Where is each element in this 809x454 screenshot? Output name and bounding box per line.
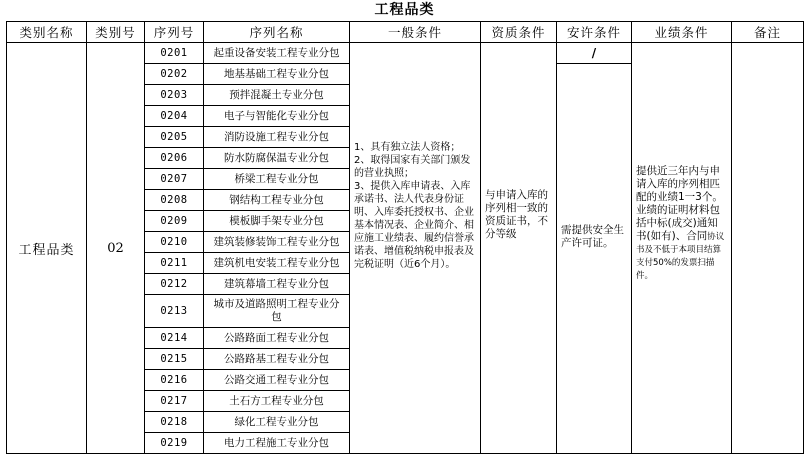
- seq-no-cell: 0211: [145, 253, 204, 274]
- header-qualification: 资质条件: [481, 22, 557, 43]
- qualification-conditions-cell: 与申请入库的序列相一致的资质证书，不分等级: [481, 43, 557, 454]
- seq-name-cell: 模板脚手架专业分包: [204, 211, 350, 232]
- seq-name-cell: 桥梁工程专业分包: [204, 169, 350, 190]
- performance-conditions-cell: [632, 43, 732, 454]
- seq-no-cell: 0216: [145, 370, 204, 391]
- table-row: [7, 43, 804, 64]
- page-title: 工程品类: [374, 2, 435, 18]
- seq-name-cell: 公路路面工程专业分包: [204, 328, 350, 349]
- general-conditions-cell: 1、具有独立法人资格； 2、取得国家有关部门颁发的营业执照； 3、提供入库申请表、入库承诺书、法人代表身份证明、入库委托授权书、企业基本情况表、企业简介、相应施工业绩表、履约信誉承诺表、增值税纳税申报表及完税证明（近6个月）。: [350, 43, 481, 454]
- seq-no-cell: 0214: [145, 328, 204, 349]
- header-license: 安许条件: [557, 22, 632, 43]
- header-category-name: 类别名称: [7, 22, 87, 43]
- seq-name-cell: 电力工程施工专业分包: [204, 433, 350, 454]
- seq-no-cell: 0218: [145, 412, 204, 433]
- seq-no-cell: 0217: [145, 391, 204, 412]
- category-no-cell: 02: [87, 43, 145, 454]
- header-seq-name: 序列名称: [204, 22, 350, 43]
- license-slash-cell: /: [557, 43, 632, 64]
- seq-no-cell: 0205: [145, 127, 204, 148]
- seq-no-cell: 0207: [145, 169, 204, 190]
- header-performance: 业绩条件: [632, 22, 732, 43]
- seq-no-cell: 0210: [145, 232, 204, 253]
- seq-no-cell: 0208: [145, 190, 204, 211]
- seq-name-cell: 防水防腐保温专业分包: [204, 148, 350, 169]
- seq-name-cell: 公路路基工程专业分包: [204, 349, 350, 370]
- seq-no-cell: 0212: [145, 274, 204, 295]
- header-seq-no: 序列号: [145, 22, 204, 43]
- seq-name-cell: 钢结构工程专业分包: [204, 190, 350, 211]
- header-category-no: 类别号: [87, 22, 145, 43]
- seq-name-cell: 预拌混凝土专业分包: [204, 85, 350, 106]
- seq-no-cell: 0202: [145, 64, 204, 85]
- seq-name-cell: 地基基础工程专业分包: [204, 64, 350, 85]
- seq-name-cell: 电子与智能化专业分包: [204, 106, 350, 127]
- product-category-table: [6, 21, 804, 454]
- header-remark: 备注: [732, 22, 804, 43]
- seq-name-cell: 土石方工程专业分包: [204, 391, 350, 412]
- seq-no-cell: 0203: [145, 85, 204, 106]
- seq-name-cell: 公路交通工程专业分包: [204, 370, 350, 391]
- seq-no-cell: 0219: [145, 433, 204, 454]
- performance-main-text: 提供近三年内与申请入库的序列相匹配的业绩1一3个。业绩的证明材料包括中标(成交)通知书(如有)、合同: [636, 165, 723, 242]
- seq-name-cell: 建筑幕墙工程专业分包: [204, 274, 350, 295]
- seq-no-cell: 0204: [145, 106, 204, 127]
- header-general: 一般条件: [350, 22, 481, 43]
- seq-no-cell: 0213: [145, 295, 204, 328]
- seq-no-cell: 0206: [145, 148, 204, 169]
- remark-cell: [732, 43, 804, 454]
- performance-small-text: 协议书及不低于本项目结算支付50%的发票扫描件。: [636, 232, 725, 281]
- seq-name-cell: 建筑机电安装工程专业分包: [204, 253, 350, 274]
- seq-no-cell: 0209: [145, 211, 204, 232]
- header-row: [7, 22, 804, 43]
- seq-name-cell: 起重设备安装工程专业分包: [204, 43, 350, 64]
- seq-name-cell: 绿化工程专业分包: [204, 412, 350, 433]
- seq-no-cell: 0215: [145, 349, 204, 370]
- license-conditions-cell: 需提供安全生产许可证。: [557, 64, 632, 454]
- category-name-cell: 工程品类: [7, 43, 87, 454]
- seq-name-cell: 消防设施工程专业分包: [204, 127, 350, 148]
- seq-no-cell: 0201: [145, 43, 204, 64]
- seq-name-cell: 建筑装修装饰工程专业分包: [204, 232, 350, 253]
- seq-name-cell: 城市及道路照明工程专业分包: [204, 295, 350, 328]
